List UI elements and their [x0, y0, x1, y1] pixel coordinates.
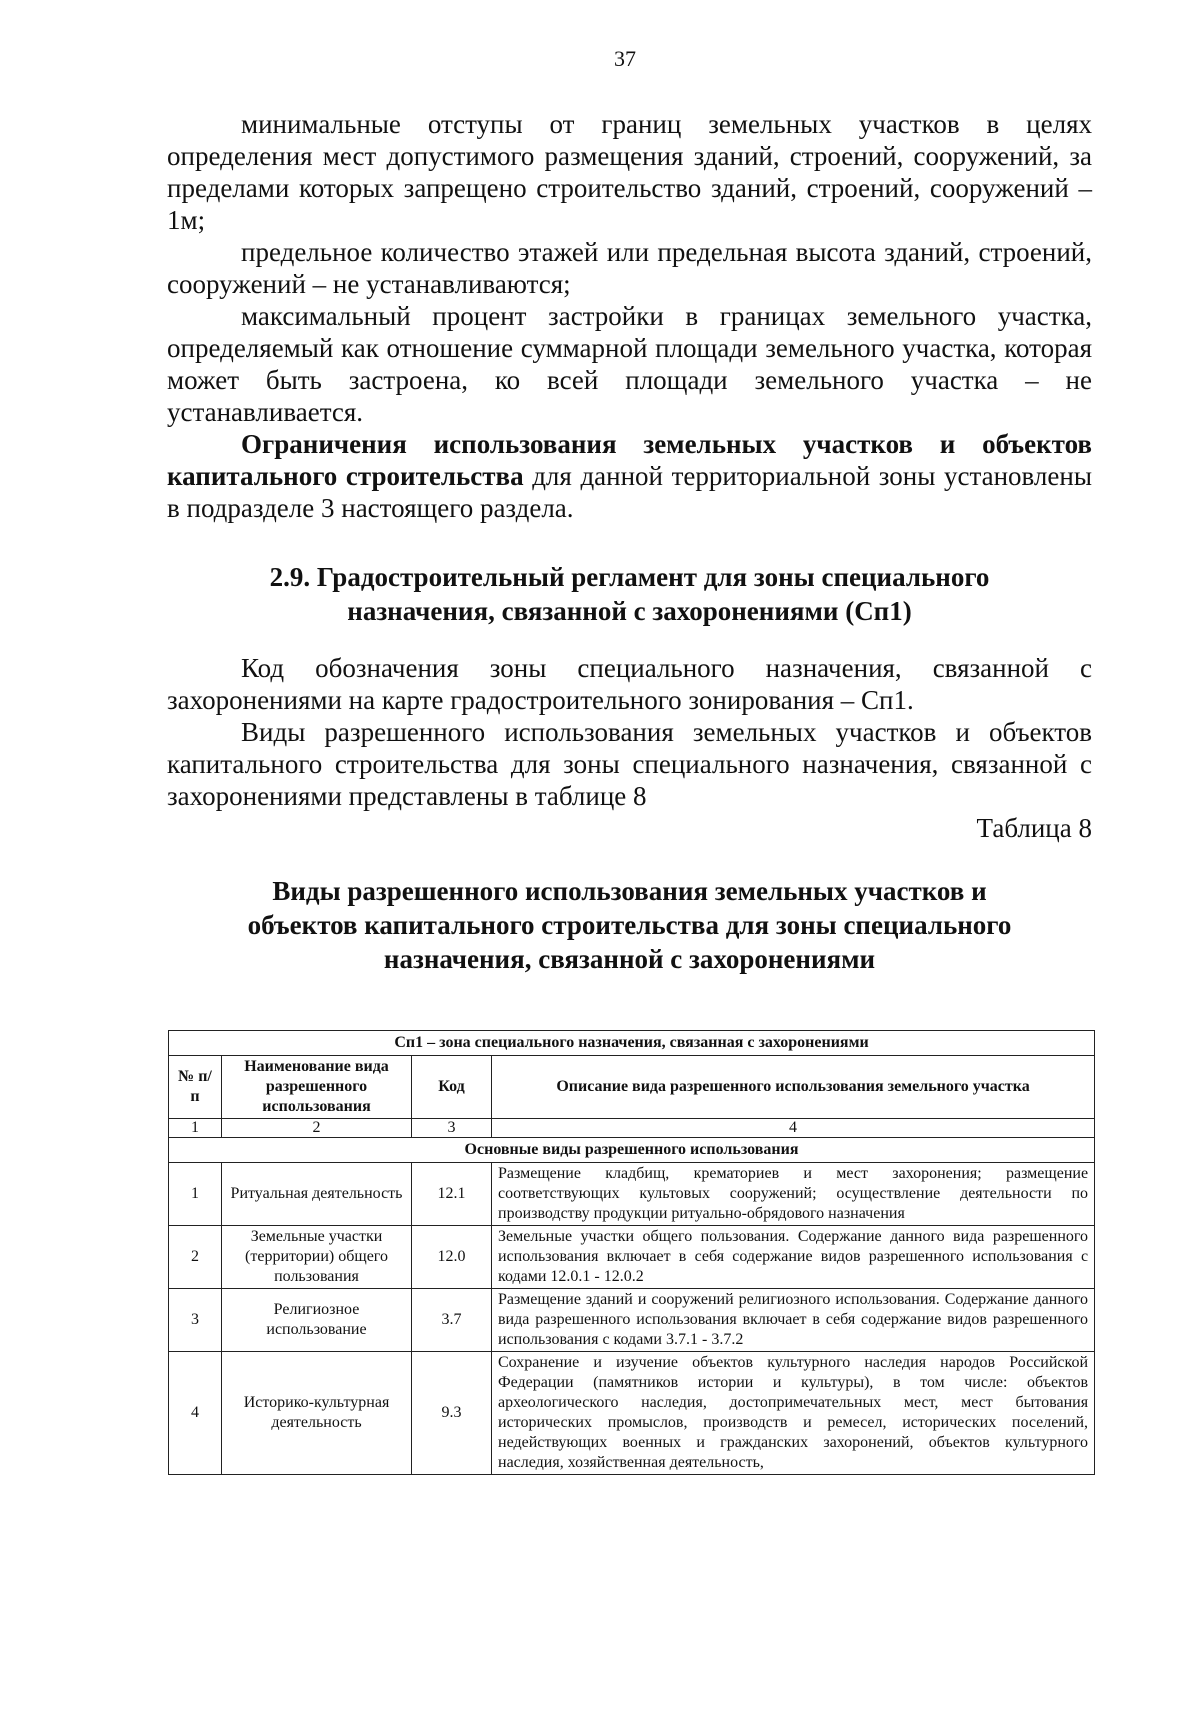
header-code: Код [412, 1056, 492, 1119]
section-heading [167, 560, 1092, 628]
section-heading-line: 2.9. Градостроительный регламент для зоны специального [269, 562, 990, 592]
column-number: 4 [492, 1119, 1095, 1138]
table-title-line: назначения, связанной с захоронениями [383, 944, 876, 974]
table-title-line: Виды разрешенного использования земельных участков и [272, 876, 987, 906]
table-row [169, 1352, 1095, 1475]
restrictions-bold-text: Ограничения использования земельных участков и объектов капитального строительства [167, 429, 1092, 491]
permitted-use-table [168, 1030, 1095, 1475]
table-title-line: объектов капитального строительства для зоны специального [247, 910, 1012, 940]
row-code: 12.1 [412, 1163, 492, 1226]
paragraph-setbacks: минимальные отступы от границ земельных участков в целях определения мест допустимого размещения зданий, строений, сооружений, за пределами которых запрещено строительство зданий, строений, сооружений – 1м; [167, 109, 1092, 235]
row-name: Историко-культурная деятельность [222, 1352, 412, 1475]
row-code: 3.7 [412, 1289, 492, 1352]
restrictions-rest-text: для данной территориальной зоны установлены в подразделе 3 настоящего раздела. [167, 461, 1092, 523]
section-heading-line: назначения, связанной с захоронениями (Сп1) [347, 596, 912, 626]
row-description: Размещение кладбищ, крематориев и мест захоронения; размещение соответствующих культовых сооружений; осуществление деятельности по производству продукции ритуально-обрядового назначения [492, 1163, 1095, 1226]
row-description: Размещение зданий и сооружений религиозного использования. Содержание данного вида разрешенного использования включает в себя содержание видов разрешенного использования с кодами 3.7.1 - 3.7.2 [492, 1289, 1095, 1352]
header-name: Наименование вида разрешенного использования [222, 1056, 412, 1119]
row-name: Земельные участки (территории) общего пользования [222, 1226, 412, 1289]
column-number: 1 [169, 1119, 222, 1138]
page-content [167, 108, 1092, 976]
table-group-label: Основные виды разрешенного использования [169, 1138, 1095, 1163]
table-title [167, 874, 1092, 976]
table-row [169, 1289, 1095, 1352]
paragraph-restrictions [167, 428, 1092, 524]
row-number: 4 [169, 1352, 222, 1475]
header-description: Описание вида разрешенного использования земельного участка [492, 1056, 1095, 1119]
row-description: Земельные участки общего пользования. Содержание данного вида разрешенного использования включает в себя содержание видов разрешенного использования с кодами 12.0.1 - 12.0.2 [492, 1226, 1095, 1289]
table-row [169, 1163, 1095, 1226]
paragraph-coverage: максимальный процент застройки в границах земельного участка, определяемый как отношение суммарной площади земельного участка, которая может быть застроена, ко всей площади земельного участка – не устанавливается. [167, 301, 1092, 427]
row-name: Религиозное использование [222, 1289, 412, 1352]
row-number: 3 [169, 1289, 222, 1352]
table-zone-header: Сп1 – зона специального назначения, связанная с захоронениями [169, 1031, 1095, 1056]
row-code: 12.0 [412, 1226, 492, 1289]
table-caption: Таблица 8 [976, 813, 1092, 843]
header-number: № п/п [169, 1056, 222, 1119]
column-number: 2 [222, 1119, 412, 1138]
row-number: 1 [169, 1163, 222, 1226]
row-name: Ритуальная деятельность [222, 1163, 412, 1226]
table-row [169, 1226, 1095, 1289]
page-number: 37 [614, 46, 636, 71]
row-description: Сохранение и изучение объектов культурного наследия народов Российской Федерации (памятников истории и культуры), в том числе: объектов археологического наследия, достопримечательных мест, мест бытования исторических промыслов, производств и ремесел, исторических поселений, недействующих военных и гражданских захоронений, объектов культурного наследия, хозяйственная деятельность, [492, 1352, 1095, 1475]
paragraph-zone-code: Код обозначения зоны специального назначения, связанной с захоронениями на карте градостроительного зонирования – Сп1. [167, 653, 1092, 715]
paragraph-floors: предельное количество этажей или предельная высота зданий, строений, сооружений – не устанавливаются; [167, 237, 1092, 299]
row-code: 9.3 [412, 1352, 492, 1475]
column-number: 3 [412, 1119, 492, 1138]
row-number: 2 [169, 1226, 222, 1289]
paragraph-table-reference: Виды разрешенного использования земельных участков и объектов капитального строительства для зоны специального назначения, связанной с захоронениями представлены в таблице 8 [167, 717, 1092, 811]
